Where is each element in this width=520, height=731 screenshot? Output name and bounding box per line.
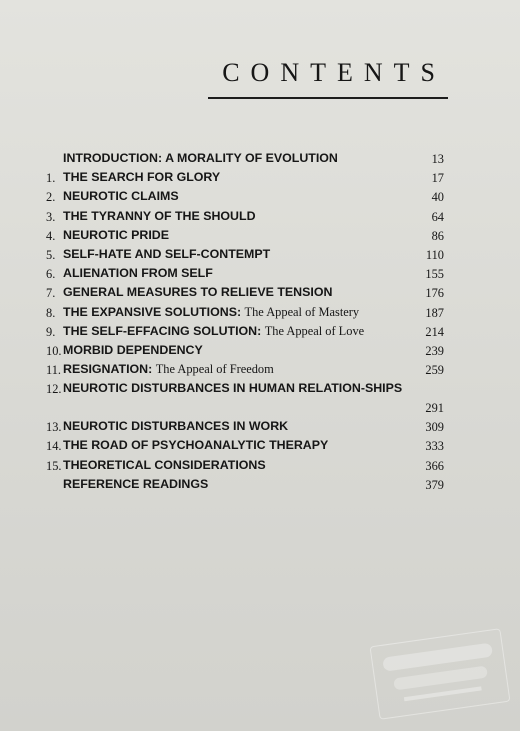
toc-entry-chapter-11[interactable] <box>0 361 520 380</box>
chapter-number: 7. <box>46 286 56 301</box>
chapter-subtitle: The Appeal of Mastery <box>244 304 360 319</box>
toc-entry-chapter-9[interactable] <box>0 323 520 342</box>
page-number: 64 <box>431 209 444 224</box>
chapter-title: THEORETICAL CONSIDERATIONS <box>63 457 266 472</box>
chapter-number: 13. <box>46 420 62 435</box>
page-number: 17 <box>431 171 444 186</box>
chapter-number: 2. <box>46 190 56 205</box>
chapter-title: THE EXPANSIVE SOLUTIONS: The Appeal of Mastery <box>63 304 360 319</box>
chapter-title: NEUROTIC DISTURBANCES IN WORK <box>63 419 289 434</box>
chapter-number: 8. <box>46 305 56 320</box>
page-number: 333 <box>425 439 444 454</box>
heading-rule <box>208 97 448 99</box>
toc-entry-introduction[interactable] <box>0 150 520 169</box>
page-number: 291 <box>425 401 444 416</box>
chapter-title: GENERAL MEASURES TO RELIEVE TENSION <box>63 285 333 300</box>
toc-entry-chapter-6[interactable] <box>0 265 520 284</box>
chapter-title: THE SELF-EFFACING SOLUTION: The Appeal of Love <box>63 323 365 338</box>
chapter-title: THE ROAD OF PSYCHOANALYTIC THERAPY <box>63 438 329 453</box>
page-number: 13 <box>431 152 444 166</box>
chapter-title: NEUROTIC DISTURBANCES IN HUMAN RELATION-SHIPS <box>63 381 403 396</box>
toc-entry-chapter-4[interactable] <box>0 227 520 246</box>
chapter-title: RESIGNATION: The Appeal of Freedom <box>63 362 274 377</box>
chapter-title: REFERENCE READINGS <box>63 476 209 491</box>
chapter-title: THE SEARCH FOR GLORY <box>63 170 221 185</box>
chapter-number: 12. <box>46 382 62 397</box>
chapter-title: NEUROTIC PRIDE <box>63 227 170 242</box>
toc-entry-chapter-15[interactable] <box>0 457 520 476</box>
toc-entry-chapter-14[interactable] <box>0 437 520 456</box>
chapter-title: ALIENATION FROM SELF <box>63 266 213 281</box>
chapter-number: 14. <box>46 439 62 454</box>
toc-entry-chapter-10[interactable] <box>0 342 520 361</box>
chapter-number: 3. <box>46 209 56 224</box>
chapter-number: 6. <box>46 267 56 282</box>
chapter-title: INTRODUCTION: A MORALITY OF EVOLUTION <box>63 151 338 165</box>
page-number: 366 <box>425 458 444 473</box>
watermark-mark <box>404 686 482 701</box>
page-number: 259 <box>425 363 444 378</box>
page-number: 379 <box>425 477 444 492</box>
chapter-number: 9. <box>46 324 56 339</box>
toc-entry-chapter-8[interactable] <box>0 304 520 323</box>
toc-entry-chapter-7[interactable] <box>0 284 520 303</box>
chapter-number: 1. <box>46 171 56 186</box>
chapter-title: SELF-HATE AND SELF-CONTEMPT <box>63 246 271 261</box>
chapter-title: THE TYRANNY OF THE SHOULD <box>63 208 256 223</box>
chapter-subtitle: The Appeal of Love <box>264 323 365 338</box>
page-number: 214 <box>425 324 444 339</box>
chapter-title: NEUROTIC CLAIMS <box>63 189 179 204</box>
chapter-number: 10. <box>46 343 62 358</box>
chapter-subtitle: The Appeal of Freedom <box>155 362 274 377</box>
toc-entry-chapter-12[interactable] <box>0 380 520 418</box>
contents-heading: CONTENTS <box>222 58 446 87</box>
page-number: 239 <box>425 343 444 358</box>
chapter-number: 4. <box>46 228 56 243</box>
toc-entry-chapter-13[interactable] <box>0 418 520 437</box>
chapter-number: 11. <box>46 363 62 378</box>
toc-entry-chapter-2[interactable] <box>0 188 520 207</box>
page-number: 86 <box>431 228 444 243</box>
page-number: 40 <box>431 190 444 205</box>
chapter-number: 5. <box>46 247 56 262</box>
page-number: 187 <box>425 305 444 320</box>
toc-entry-chapter-5[interactable] <box>0 246 520 265</box>
page-number: 155 <box>425 267 444 282</box>
chapter-number: 15. <box>46 458 62 473</box>
page-number: 309 <box>425 420 444 435</box>
toc-entry-reference-readings[interactable] <box>0 476 520 495</box>
page-number: 176 <box>425 286 444 301</box>
toc-entry-chapter-1[interactable] <box>0 169 520 188</box>
toc-list <box>0 150 520 495</box>
page-number: 110 <box>425 247 444 262</box>
watermark-stamp <box>369 628 510 720</box>
chapter-title: MORBID DEPENDENCY <box>63 342 203 357</box>
toc-entry-chapter-3[interactable] <box>0 208 520 227</box>
